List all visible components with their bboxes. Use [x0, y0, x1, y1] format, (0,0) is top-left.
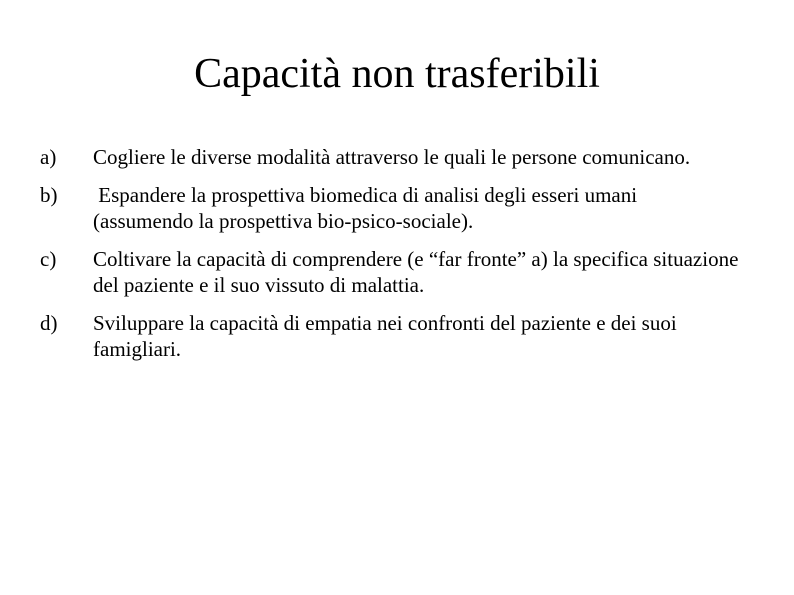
- item-marker: d): [40, 311, 58, 335]
- slide-title: Capacità non trasferibili: [194, 51, 600, 97]
- item-text: Sviluppare la capacità di empatia nei confronti del paziente e dei suoi famigliari.: [93, 311, 677, 361]
- item-marker: b): [40, 183, 58, 207]
- item-list: [40, 144, 740, 374]
- list-item-c: [40, 246, 740, 298]
- list-item-d: [40, 310, 740, 362]
- list-item-b: [40, 182, 740, 234]
- item-text: Cogliere le diverse modalità attraverso le quali le persone comunicano.: [93, 145, 691, 169]
- item-marker: a): [40, 145, 57, 169]
- item-text: Espandere la prospettiva biomedica di analisi degli esseri umani (assumendo la prospettiva bio-psico-sociale).: [93, 183, 643, 233]
- item-marker: c): [40, 247, 57, 271]
- item-text: Coltivare la capacità di comprendere (e “far fronte” a) la specifica situazione del paziente e il suo vissuto di malattia.: [93, 247, 739, 297]
- list-item-a: [40, 144, 740, 170]
